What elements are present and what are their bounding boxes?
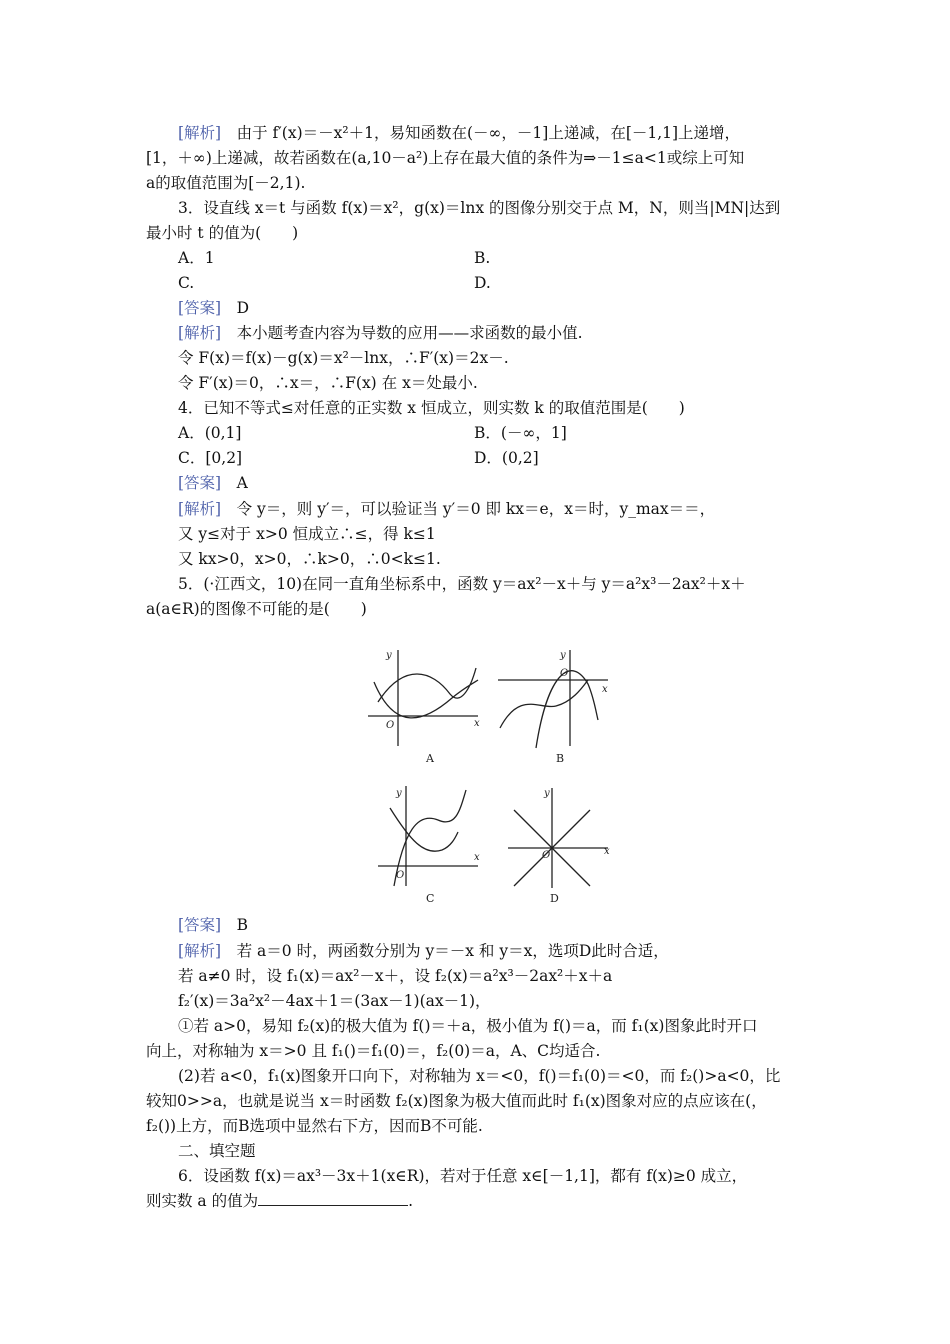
text-line: f₂′(x)＝3a²x²－4ax＋1＝(3ax－1)(ax－1)， [178, 992, 491, 1010]
svg-text:y: y [396, 788, 402, 799]
graph-c-parabola [390, 808, 458, 851]
svg-text:O: O [396, 870, 405, 881]
text-line: f₂())上方，而B选项中显然右下方，因而B不可能. [146, 1117, 483, 1135]
question-3-line-2: 最小时 t 的值为( ) [146, 224, 299, 242]
analysis-tag: [解析] [178, 324, 222, 342]
analysis-tag: [解析] [178, 500, 222, 518]
text-line: 令 F′(x)＝0，∴x＝，∴F(x) 在 x＝处最小. [178, 374, 478, 392]
answer-line: [答案] A [178, 474, 248, 492]
text-line: 较知0>>a，也就是说当 x＝时函数 f₂(x)图象为极大值而此时 f₁(x)图象对应的点应该在(， [146, 1092, 767, 1110]
option-d: D. [474, 274, 491, 292]
analysis-line-3: a的取值范围为[－2,1). [146, 174, 306, 192]
analysis-line: [解析] 令 y＝，则 y′＝，可以验证当 y′＝0 即 kx＝e，x＝时，y_max＝＝， [178, 500, 716, 518]
answer-line: [答案] B [178, 916, 248, 934]
question-3-line-1: 3．设直线 x＝t 与函数 f(x)＝x²，g(x)＝lnx 的图像分别交于点 M，N，则当|MN|达到 [178, 199, 781, 217]
graphs-figure [360, 640, 620, 910]
graph-a-label: A [426, 752, 434, 765]
graph-b-label: B [556, 752, 565, 765]
graph-a-parabola [374, 680, 478, 718]
option-a: A．(0,1] [178, 424, 242, 442]
svg-text:O: O [560, 668, 569, 679]
svg-text:x: x [602, 684, 608, 695]
answer-line: [答案] D [178, 299, 250, 317]
text-line: ①若 a>0，易知 f₂(x)的极大值为 f()＝＋a，极小值为 f()＝a，而 f₁(x)图象此时开口 [178, 1017, 758, 1035]
svg-text:O: O [542, 850, 551, 861]
question-4-line: 4．已知不等式≤对任意的正实数 x 恒成立，则实数 k 的取值范围是( ) [178, 399, 685, 417]
option-b: B. [474, 249, 491, 267]
text-line: 向上，对称轴为 x＝>0 且 f₁()＝f₁(0)＝，f₂(0)＝a，A、C均适合. [146, 1042, 601, 1060]
answer-tag: [答案] [178, 474, 222, 492]
option-c: C．[0,2] [178, 449, 243, 467]
analysis-tag: [解析] [178, 124, 222, 142]
question-6-line-1: 6．设函数 f(x)＝ax³－3x＋1(x∈R)，若对于任意 x∈[－1,1]，都有 f(x)≥0 成立， [178, 1167, 748, 1185]
svg-text:x: x [474, 718, 480, 729]
svg-text:O: O [386, 720, 395, 731]
analysis-line-1: [解析] 由于 f′(x)＝－x²＋1，易知函数在(－∞，－1]上递减，在[－1,1]上递增， [178, 124, 741, 142]
text-line: 若 a≠0 时，设 f₁(x)＝ax²－x＋，设 f₂(x)＝a²x³－2ax²＋x＋a [178, 967, 613, 985]
analysis-line: [解析] 若 a＝0 时，两函数分别为 y＝－x 和 y＝x，选项D此时合适， [178, 942, 669, 960]
svg-text:y: y [386, 650, 392, 661]
graph-c-label: C [426, 892, 435, 905]
analysis-tag: [解析] [178, 942, 222, 960]
option-a: A．1 [178, 249, 215, 267]
section-heading: 二、填空题 [178, 1142, 256, 1160]
option-d: D．(0,2] [474, 449, 539, 467]
svg-text:y: y [560, 650, 566, 661]
answer-tag: [答案] [178, 916, 222, 934]
graph-b-cubic [500, 680, 588, 728]
answer-tag: [答案] [178, 299, 222, 317]
question-5-line-2: a(a∈R)的图像不可能的是( ) [146, 600, 367, 618]
graph-b-parabola [536, 671, 598, 748]
svg-text:x: x [474, 852, 480, 863]
option-c: C. [178, 274, 195, 292]
text-line: 又 kx>0，x>0，∴k>0，∴0<k≤1. [178, 550, 441, 568]
graph-d-label: D [550, 892, 559, 905]
analysis-line: [解析] 本小题考查内容为导数的应用——求函数的最小值. [178, 324, 583, 342]
question-5-line-1: 5．(·江西文，10)在同一直角坐标系中，函数 y＝ax²－x＋与 y＝a²x³－2ax²＋x＋ [178, 575, 746, 593]
text-line: 令 F(x)＝f(x)－g(x)＝x²－lnx，∴F′(x)＝2x－. [178, 349, 509, 367]
question-6-line-2: 则实数 a 的值为 . [146, 1192, 414, 1210]
answer-blank [258, 1191, 408, 1206]
graph-a-cubic [378, 668, 476, 702]
text-line: (2)若 a<0，f₁(x)图象开口向下，对称轴为 x＝<0，f()＝f₁(0)＝<0，而 f₂()>a<0，比 [178, 1067, 781, 1085]
analysis-line-2: [1，＋∞)上递减，故若函数在(a,10－a²)上存在最大值的条件为⇒－1≤a<1或综上可知 [146, 149, 745, 167]
svg-text:y: y [544, 788, 550, 799]
option-b: B．(－∞，1] [474, 424, 567, 442]
svg-text:x: x [604, 846, 610, 857]
text-line: 又 y≤对于 x>0 恒成立∴≤，得 k≤1 [178, 525, 436, 543]
